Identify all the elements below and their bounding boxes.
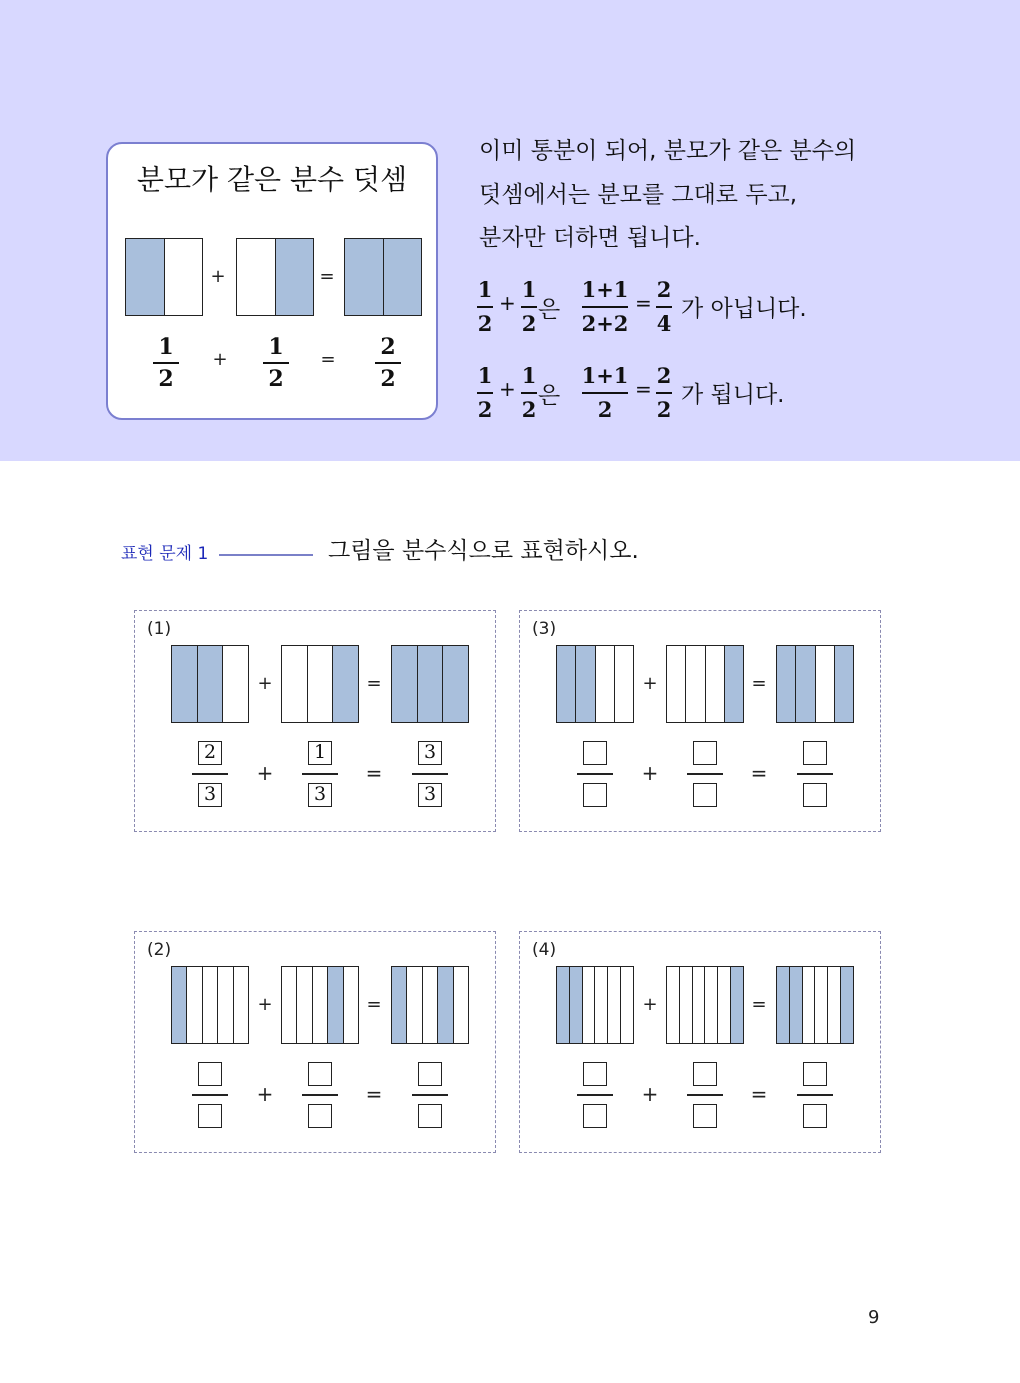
- denominator: 2: [158, 366, 174, 392]
- numerator: 1+1: [581, 277, 629, 302]
- empty-segment: [233, 967, 248, 1043]
- numerator: 1: [521, 363, 537, 388]
- fraction-bar-2: [666, 966, 744, 1044]
- empty-segment: [692, 967, 705, 1043]
- fraction-bar-2: [281, 645, 359, 723]
- panel-equals-sign: =: [751, 673, 767, 694]
- fraction-bar-2: [281, 966, 359, 1044]
- filled-segment: [417, 646, 443, 722]
- empty-segment: [164, 239, 203, 315]
- wrong-fraction-a: [476, 276, 494, 338]
- panel-fraction-equals-sign: =: [365, 761, 383, 785]
- denominator: 4: [656, 311, 672, 336]
- panel-equals-sign: =: [366, 994, 382, 1015]
- page-number: 9: [868, 1307, 880, 1328]
- answer-fraction-3: [410, 1062, 450, 1128]
- empty-segment: [679, 967, 692, 1043]
- panel-plus-sign: +: [257, 673, 273, 694]
- fraction-line: [302, 1094, 338, 1096]
- empty-segment: [282, 967, 296, 1043]
- wrong-text: 가 아닙니다.: [681, 296, 807, 322]
- fraction-line: [582, 392, 628, 394]
- fraction-bar-2: [666, 645, 744, 723]
- denominator-answer-box[interactable]: 3: [308, 783, 332, 807]
- numerator-answer-box[interactable]: [583, 1062, 607, 1086]
- problem-panel-4: [519, 931, 881, 1153]
- filled-segment: [557, 967, 569, 1043]
- numerator: 1+1: [581, 363, 629, 388]
- answer-fraction-3: [795, 1062, 835, 1128]
- numerator-answer-box[interactable]: 2: [198, 741, 222, 765]
- concept-bar-3: [344, 238, 422, 316]
- filled-segment: [777, 646, 795, 722]
- numerator-answer-box[interactable]: 3: [418, 741, 442, 765]
- filled-segment: [557, 646, 575, 722]
- filled-segment: [275, 239, 314, 315]
- denominator-answer-box[interactable]: [693, 1104, 717, 1128]
- answer-fraction-2: [685, 1062, 725, 1128]
- panel-fraction-equals-sign: =: [365, 1082, 383, 1106]
- panel-label: (3): [532, 619, 557, 639]
- concept-plus-sign: +: [210, 266, 226, 287]
- empty-segment: [296, 967, 311, 1043]
- wrong-fraction-b: [520, 276, 538, 338]
- empty-segment: [186, 967, 201, 1043]
- answer-fraction-3: [410, 741, 450, 807]
- right-fraction-a: [476, 362, 494, 424]
- fraction-bar-1: [556, 966, 634, 1044]
- empty-segment: [237, 239, 275, 315]
- empty-segment: [343, 967, 358, 1043]
- fraction-line: [656, 392, 672, 394]
- filled-segment: [789, 967, 802, 1043]
- empty-segment: [422, 967, 437, 1043]
- fraction-bar-3: [391, 966, 469, 1044]
- fraction-line: [477, 306, 493, 308]
- fraction-line: [687, 773, 723, 775]
- panel-label: (2): [147, 940, 172, 960]
- denominator: 2: [521, 397, 537, 422]
- wrong-plus: +: [499, 291, 516, 315]
- empty-segment: [453, 967, 468, 1043]
- empty-segment: [595, 646, 614, 722]
- concept-bar-2: [236, 238, 314, 316]
- panel-fraction-plus-sign: +: [256, 761, 274, 785]
- empty-segment: [582, 967, 595, 1043]
- fraction-line: [797, 1094, 833, 1096]
- numerator-answer-box[interactable]: 1: [308, 741, 332, 765]
- filled-segment: [795, 646, 814, 722]
- fraction-line: [412, 773, 448, 775]
- filled-segment: [834, 646, 853, 722]
- answer-fraction-2: [300, 1062, 340, 1128]
- filled-segment: [332, 646, 358, 722]
- panel-plus-sign: +: [257, 994, 273, 1015]
- empty-segment: [594, 967, 607, 1043]
- filled-segment: [777, 967, 789, 1043]
- answer-fraction-1: [190, 1062, 230, 1128]
- problem-panel-1: [134, 610, 496, 832]
- filled-segment: [172, 646, 197, 722]
- answer-fraction-3: [795, 741, 835, 807]
- denominator-answer-box[interactable]: [308, 1104, 332, 1128]
- fraction-line: [412, 1094, 448, 1096]
- right-fraction-mid: [580, 362, 630, 424]
- numerator-answer-box[interactable]: [693, 741, 717, 765]
- fraction-line: [797, 773, 833, 775]
- filled-segment: [730, 967, 743, 1043]
- denominator-answer-box[interactable]: 3: [198, 783, 222, 807]
- explanation-line-1: 이미 통분이 되어, 분모가 같은 분수의: [479, 138, 857, 164]
- empty-segment: [406, 967, 421, 1043]
- fraction-bar-3: [776, 966, 854, 1044]
- problem-panel-2: [134, 931, 496, 1153]
- filled-segment: [569, 967, 582, 1043]
- concept-fraction-equals: =: [320, 349, 336, 370]
- fraction-line: [192, 1094, 228, 1096]
- panel-label: (1): [147, 619, 172, 639]
- panel-fraction-plus-sign: +: [641, 1082, 659, 1106]
- empty-segment: [607, 967, 620, 1043]
- panel-plus-sign: +: [642, 673, 658, 694]
- numerator: 1: [477, 363, 493, 388]
- numerator: 2: [656, 277, 672, 302]
- denominator-answer-box[interactable]: [583, 783, 607, 807]
- problem-instruction: 그림을 분수식으로 표현하시오.: [328, 538, 639, 564]
- numerator-answer-box[interactable]: [803, 741, 827, 765]
- filled-segment: [197, 646, 223, 722]
- numerator: 1: [158, 334, 174, 360]
- empty-segment: [815, 646, 834, 722]
- denominator-answer-box[interactable]: [803, 1104, 827, 1128]
- empty-segment: [282, 646, 307, 722]
- panel-fraction-equals-sign: =: [750, 761, 768, 785]
- right-text: 가 됩니다.: [681, 382, 785, 408]
- answer-fraction-1: [575, 1062, 615, 1128]
- denominator-answer-box[interactable]: [418, 1104, 442, 1128]
- panel-label: (4): [532, 940, 557, 960]
- numerator: 1: [477, 277, 493, 302]
- problem-panel-3: [519, 610, 881, 832]
- empty-segment: [312, 967, 327, 1043]
- panel-plus-sign: +: [642, 994, 658, 1015]
- concept-bar-1: [125, 238, 203, 316]
- fraction-line: [477, 392, 493, 394]
- numerator-answer-box[interactable]: [803, 1062, 827, 1086]
- concept-fraction-2: [256, 332, 296, 394]
- denominator: 2: [656, 397, 672, 422]
- filled-segment: [383, 239, 422, 315]
- filled-segment: [392, 967, 406, 1043]
- panel-equals-sign: =: [366, 673, 382, 694]
- empty-segment: [620, 967, 633, 1043]
- right-eun: 은: [538, 383, 561, 409]
- numerator: 2: [656, 363, 672, 388]
- empty-segment: [202, 967, 217, 1043]
- fraction-line: [577, 1094, 613, 1096]
- fraction-bar-3: [776, 645, 854, 723]
- empty-segment: [704, 967, 717, 1043]
- empty-segment: [717, 967, 730, 1043]
- answer-fraction-2: [300, 741, 340, 807]
- panel-equals-sign: =: [751, 994, 767, 1015]
- fraction-line: [521, 306, 537, 308]
- right-plus: +: [499, 377, 516, 401]
- empty-segment: [667, 646, 685, 722]
- fraction-bar-3: [391, 645, 469, 723]
- denominator-answer-box[interactable]: [693, 783, 717, 807]
- fraction-line: [302, 773, 338, 775]
- denominator-answer-box[interactable]: 3: [418, 783, 442, 807]
- empty-segment: [307, 646, 333, 722]
- denominator: 2: [477, 311, 493, 336]
- filled-segment: [392, 646, 417, 722]
- empty-segment: [705, 646, 724, 722]
- fraction-bar-1: [171, 966, 249, 1044]
- explanation-line-2: 덧셈에서는 분모를 그대로 두고,: [479, 182, 798, 208]
- denominator: 2+2: [581, 311, 629, 336]
- answer-fraction-1: [190, 741, 230, 807]
- explanation-line-3: 분자만 더하면 됩니다.: [479, 225, 701, 251]
- concept-title: 분모가 같은 분수 덧셈: [136, 163, 408, 196]
- wrong-fraction-result: [655, 276, 673, 338]
- fraction-line: [192, 773, 228, 775]
- filled-segment: [575, 646, 594, 722]
- problem-underline: [219, 554, 313, 556]
- wrong-eun: 은: [538, 297, 561, 323]
- concept-fraction-3: [368, 332, 408, 394]
- denominator: 2: [477, 397, 493, 422]
- denominator: 2: [597, 397, 613, 422]
- right-fraction-result: [655, 362, 673, 424]
- filled-segment: [442, 646, 468, 722]
- filled-segment: [327, 967, 342, 1043]
- filled-segment: [126, 239, 164, 315]
- empty-segment: [802, 967, 815, 1043]
- denominator-answer-box[interactable]: [583, 1104, 607, 1128]
- empty-segment: [222, 646, 248, 722]
- panel-fraction-plus-sign: +: [256, 1082, 274, 1106]
- panel-fraction-equals-sign: =: [750, 1082, 768, 1106]
- empty-segment: [827, 967, 840, 1043]
- fraction-line: [687, 1094, 723, 1096]
- right-equals: =: [635, 377, 652, 401]
- fraction-line: [582, 306, 628, 308]
- empty-segment: [667, 967, 679, 1043]
- concept-equals-sign: =: [319, 266, 335, 287]
- concept-box: [106, 142, 438, 420]
- numerator: 2: [380, 334, 396, 360]
- filled-segment: [437, 967, 452, 1043]
- filled-segment: [345, 239, 383, 315]
- empty-segment: [217, 967, 232, 1043]
- wrong-equals: =: [635, 291, 652, 315]
- panel-fraction-plus-sign: +: [641, 761, 659, 785]
- concept-fraction-plus: +: [212, 349, 228, 370]
- filled-segment: [172, 967, 186, 1043]
- denominator: 2: [268, 366, 284, 392]
- denominator: 2: [521, 311, 537, 336]
- filled-segment: [724, 646, 743, 722]
- numerator: 1: [268, 334, 284, 360]
- numerator-answer-box[interactable]: [693, 1062, 717, 1086]
- concept-fraction-1: [146, 332, 186, 394]
- answer-fraction-2: [685, 741, 725, 807]
- denominator: 2: [380, 366, 396, 392]
- denominator-answer-box[interactable]: [803, 783, 827, 807]
- numerator-answer-box[interactable]: [198, 1062, 222, 1086]
- filled-segment: [840, 967, 853, 1043]
- denominator-answer-box[interactable]: [198, 1104, 222, 1128]
- numerator-answer-box[interactable]: [308, 1062, 332, 1086]
- fraction-bar-1: [556, 645, 634, 723]
- numerator-answer-box[interactable]: [418, 1062, 442, 1086]
- fraction-line: [521, 392, 537, 394]
- empty-segment: [614, 646, 633, 722]
- numerator: 1: [521, 277, 537, 302]
- numerator-answer-box[interactable]: [583, 741, 607, 765]
- wrong-fraction-mid: [580, 276, 630, 338]
- answer-fraction-1: [575, 741, 615, 807]
- empty-segment: [685, 646, 704, 722]
- problem-label: 표현 문제 1: [121, 544, 209, 564]
- fraction-bar-1: [171, 645, 249, 723]
- right-fraction-b: [520, 362, 538, 424]
- fraction-line: [577, 773, 613, 775]
- fraction-line: [656, 306, 672, 308]
- empty-segment: [814, 967, 827, 1043]
